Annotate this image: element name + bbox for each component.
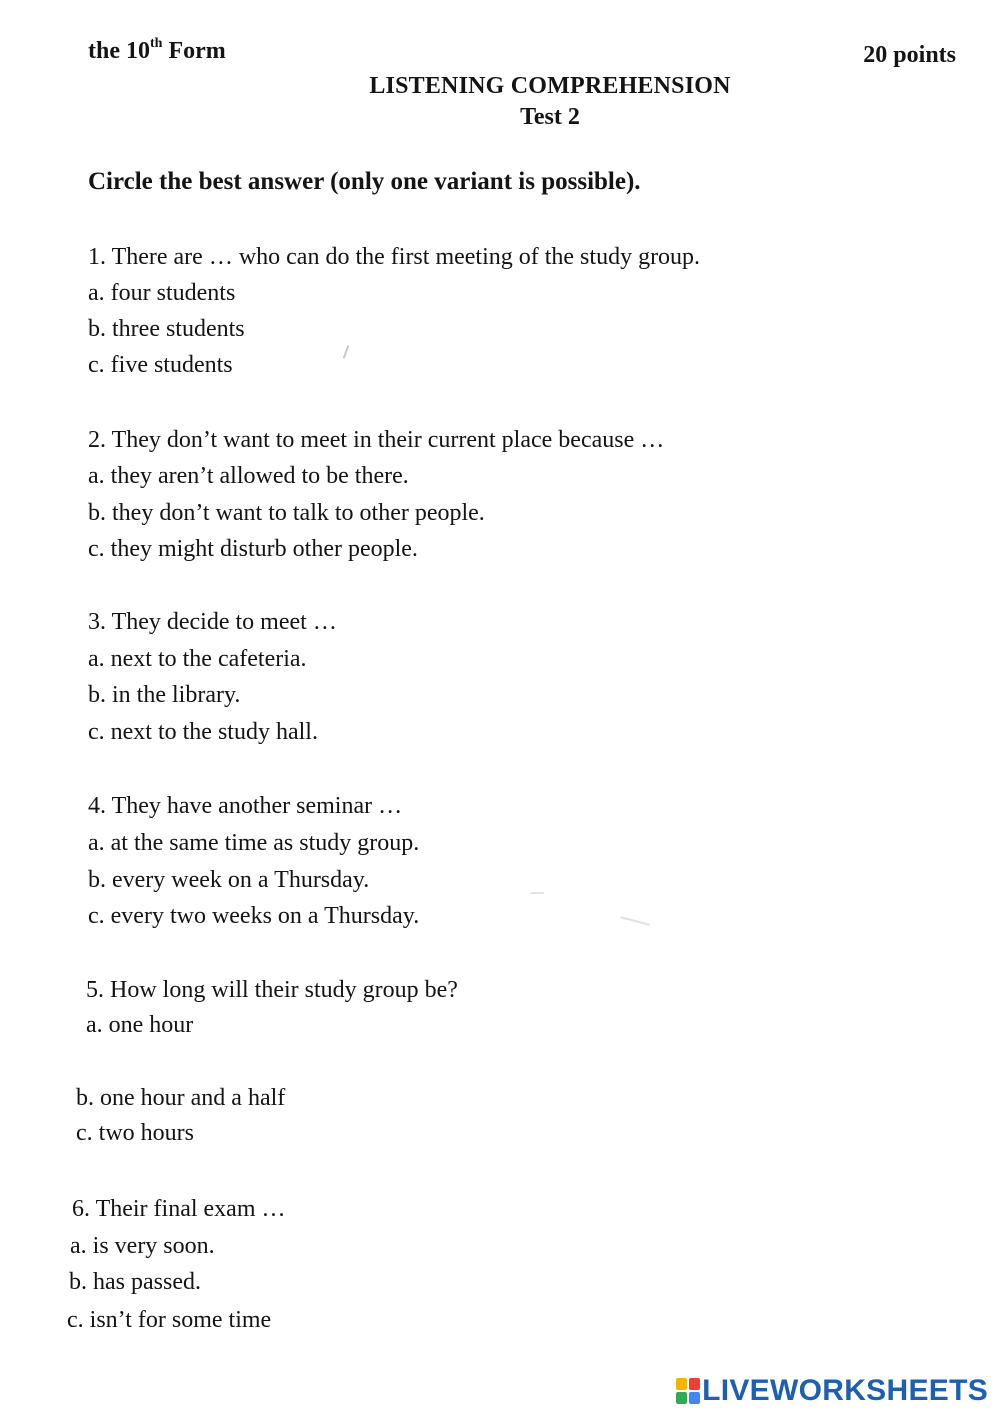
answer-option[interactable]: b. one hour and a half — [76, 1085, 286, 1111]
answer-option[interactable]: a. next to the cafeteria. — [88, 646, 307, 672]
answer-option[interactable]: a. at the same time as study group. — [88, 830, 420, 856]
form-label-superscript: th — [150, 36, 163, 51]
scan-mark — [530, 892, 544, 894]
answer-option[interactable]: a. is very soon. — [70, 1233, 215, 1259]
answer-option[interactable]: b. three students — [88, 316, 245, 342]
question-stem: 2. They don’t want to meet in their current place because … — [88, 427, 665, 453]
answer-option[interactable]: b. they don’t want to talk to other people. — [88, 500, 485, 526]
form-label-prefix: the 10 — [88, 38, 150, 64]
answer-option[interactable]: a. four students — [88, 280, 236, 306]
answer-option[interactable]: c. two hours — [76, 1120, 194, 1146]
scan-mark — [343, 345, 350, 359]
answer-option[interactable]: c. five students — [88, 352, 233, 378]
question-stem: 6. Their final exam … — [72, 1196, 286, 1222]
answer-option[interactable]: b. in the library. — [88, 682, 241, 708]
watermark-text: LIVEWORKSHEETS — [702, 1374, 988, 1407]
question-stem: 3. They decide to meet … — [88, 609, 337, 635]
liveworksheets-logo-icon — [676, 1378, 700, 1404]
form-label-suffix: Form — [162, 38, 226, 64]
answer-option[interactable]: a. they aren’t allowed to be there. — [88, 463, 409, 489]
liveworksheets-watermark — [676, 1374, 988, 1408]
answer-option[interactable]: c. next to the study hall. — [88, 719, 318, 745]
answer-option[interactable]: c. every two weeks on a Thursday. — [88, 903, 420, 929]
points-label: 20 points — [863, 42, 956, 68]
question-stem: 5. How long will their study group be? — [86, 977, 458, 1003]
page-subtitle: Test 2 — [520, 104, 580, 130]
form-label — [88, 38, 226, 65]
answer-option[interactable]: a. one hour — [86, 1012, 194, 1038]
answer-option[interactable]: c. they might disturb other people. — [88, 536, 418, 562]
question-stem: 1. There are … who can do the first meeting of the study group. — [88, 244, 701, 270]
question-stem: 4. They have another seminar … — [88, 793, 403, 819]
answer-option[interactable]: b. every week on a Thursday. — [88, 867, 370, 893]
answer-option[interactable]: b. has passed. — [69, 1269, 201, 1295]
scan-mark — [620, 916, 649, 926]
answer-option[interactable]: c. isn’t for some time — [67, 1307, 272, 1333]
instruction-text: Circle the best answer (only one variant is possible). — [88, 168, 641, 195]
page-title: LISTENING COMPREHENSION — [369, 73, 731, 99]
